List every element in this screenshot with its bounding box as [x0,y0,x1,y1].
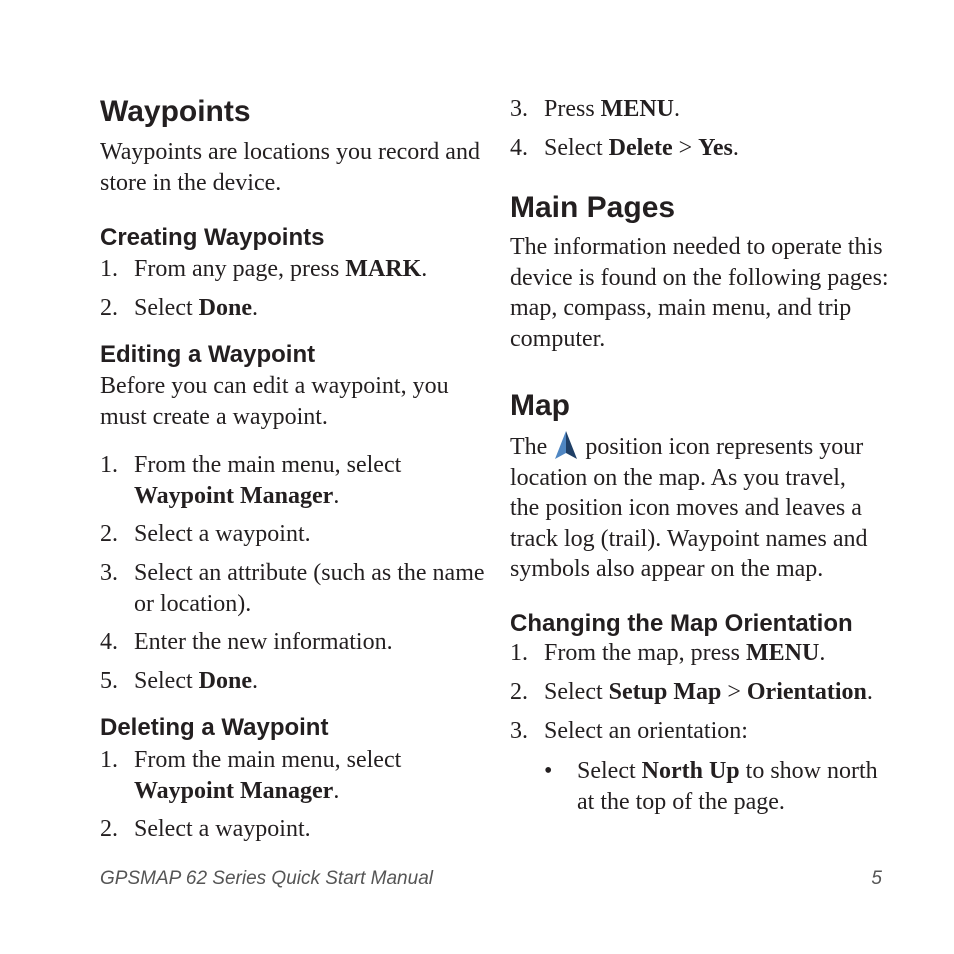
creating-waypoints-heading: Creating Waypoints [100,224,325,251]
editing-step-4: 4. Enter the new information. [100,629,393,655]
deleting-waypoint-heading: Deleting a Waypoint [100,714,329,741]
waypoints-intro: Waypoints are locations you record and store in the device. [100,139,480,196]
manual-title-footer: GPSMAP 62 Series Quick Start Manual [100,868,433,889]
orientation-step-1: 1. From the map, press MENU. [510,640,826,666]
editing-step-5: 5. Select Done. [100,668,258,694]
editing-step-3: 3. Select an attribute (such as the name or location). [100,560,485,617]
editing-step-1: 1. From the main menu, select Waypoint Manager. [100,452,402,509]
editing-waypoint-heading: Editing a Waypoint [100,341,316,368]
editing-intro: Before you can edit a waypoint, you must create a waypoint. [100,373,449,430]
deleting-step-2: 2. Select a waypoint. [100,816,311,842]
editing-step-2: 2. Select a waypoint. [100,521,311,547]
orientation-step-3: 3. Select an orientation: [510,718,748,744]
map-orientation-heading: Changing the Map Orientation [510,610,853,637]
main-pages-heading: Main Pages [510,191,676,224]
creating-step-1: 1. From any page, press MARK. [100,256,428,282]
creating-step-2: 2. Select Done. [100,295,258,321]
map-heading: Map [510,389,570,422]
position-arrow-icon [554,430,578,460]
deleting-step-1: 1. From the main menu, select Waypoint Manager. [100,747,402,804]
main-pages-intro: The information needed to operate this device is found on the following pages: map, compass, main menu, and trip computer. [510,234,889,352]
deleting-step-4: 4. Select Delete > Yes. [510,135,739,161]
orientation-bullet-north-up: • Select North Up to show north at the top of the page. [544,758,878,815]
deleting-step-3: 3. Press MENU. [510,96,680,122]
page-number: 5 [871,868,882,889]
waypoints-heading: Waypoints [100,95,251,128]
orientation-step-2: 2. Select Setup Map > Orientation. [510,679,873,705]
map-intro: The position icon represents your location on the map. As you travel, the position icon moves and leaves a track log (trail). Waypoint names and symbols also appear on the map. [510,430,880,585]
